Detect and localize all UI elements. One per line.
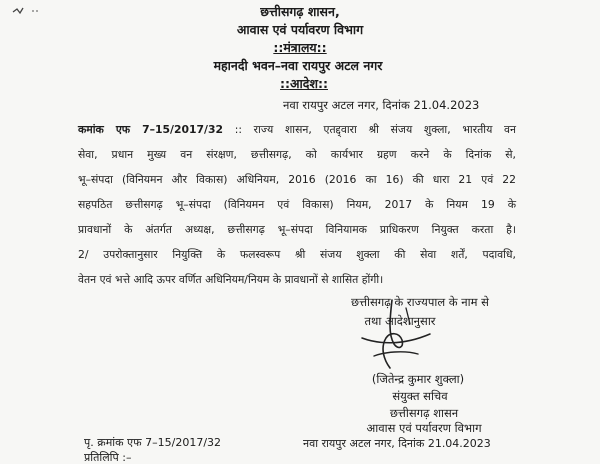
header-govt: छत्तीसगढ़ शासन, [260,4,340,19]
signatory-designation: संयुक्त सचिव [392,389,448,403]
order-title: ::आदेश:: [280,76,328,91]
endorsement-number: पृ. क्रमांक एफ 7–15/2017/32 [84,436,222,449]
order-text-1: :: राज्य शासन, एतद्द्वारा श्री संजय शुक्ला, भारतीय वन [234,123,516,136]
order-line-5: प्रावधानों के अंतर्गत अध्यक्ष, छत्तीसगढ़ भू–संपदा विनियामक प्राधिकरण नियुक्त करता है। [78,223,516,236]
order-line-7: वेतन एवं भत्ते आदि ऊपर वर्णित अधिनियम/नियम के प्रावधानों से शासित होंगी। [78,273,384,286]
signatory-dept: आवास एवं पर्यावरण विभाग [366,421,482,435]
order-line-2: सेवा, प्रधान मुख्य वन संरक्षण, छत्तीसगढ़, को कार्यभार ग्रहण करने के दिनांक से, [78,148,516,161]
signatory-name: (जितेन्द्र कुमार शुक्ला) [371,372,465,386]
header-building: महानदी भवन–नवा रायपुर अटल नगर [213,58,383,73]
handwritten-signature [344,298,434,382]
order-line-6: 2/ उपरोक्तानुसार नियुक्ति के फलस्वरूप श्री संजय शुक्ला की सेवा शर्तें, पदावधि, [78,248,516,261]
place-date: नवा रायपुर अटल नगर, दिनांक 21.04.2023 [283,98,480,112]
signatory-govt: छत्तीसगढ़ शासन [389,406,459,420]
order-line-4: सहपठित छत्तीसगढ़ भू–संपदा (विनियमन एवं विकास) नियम, 2017 के नियम 19 के [78,198,516,211]
header-dept: आवास एवं पर्यावरण विभाग [236,22,364,37]
order-number: कमांक एफ 7–15/2017/32 [78,123,224,136]
sig-authority-line: छत्तीसगढ़ के राज्यपाल के नाम से [351,295,489,309]
order-line-3: भू–संपदा (विनियमन और विकास) अधिनियम, 2016 (2016 का 16) की धारा 21 एवं 22 [78,173,516,186]
endorsement-place-date: नवा रायपुर अटल नगर, दिनांक 21.04.2023 [303,437,491,450]
corner-scribble [12,6,46,16]
header-ministry: ::मंत्रालय:: [273,40,327,55]
sig-order-line: तथा आदेशानुसार [364,314,436,328]
order-line-1 [78,125,516,136]
copy-to-label: प्रतिलिपि :– [84,451,132,464]
